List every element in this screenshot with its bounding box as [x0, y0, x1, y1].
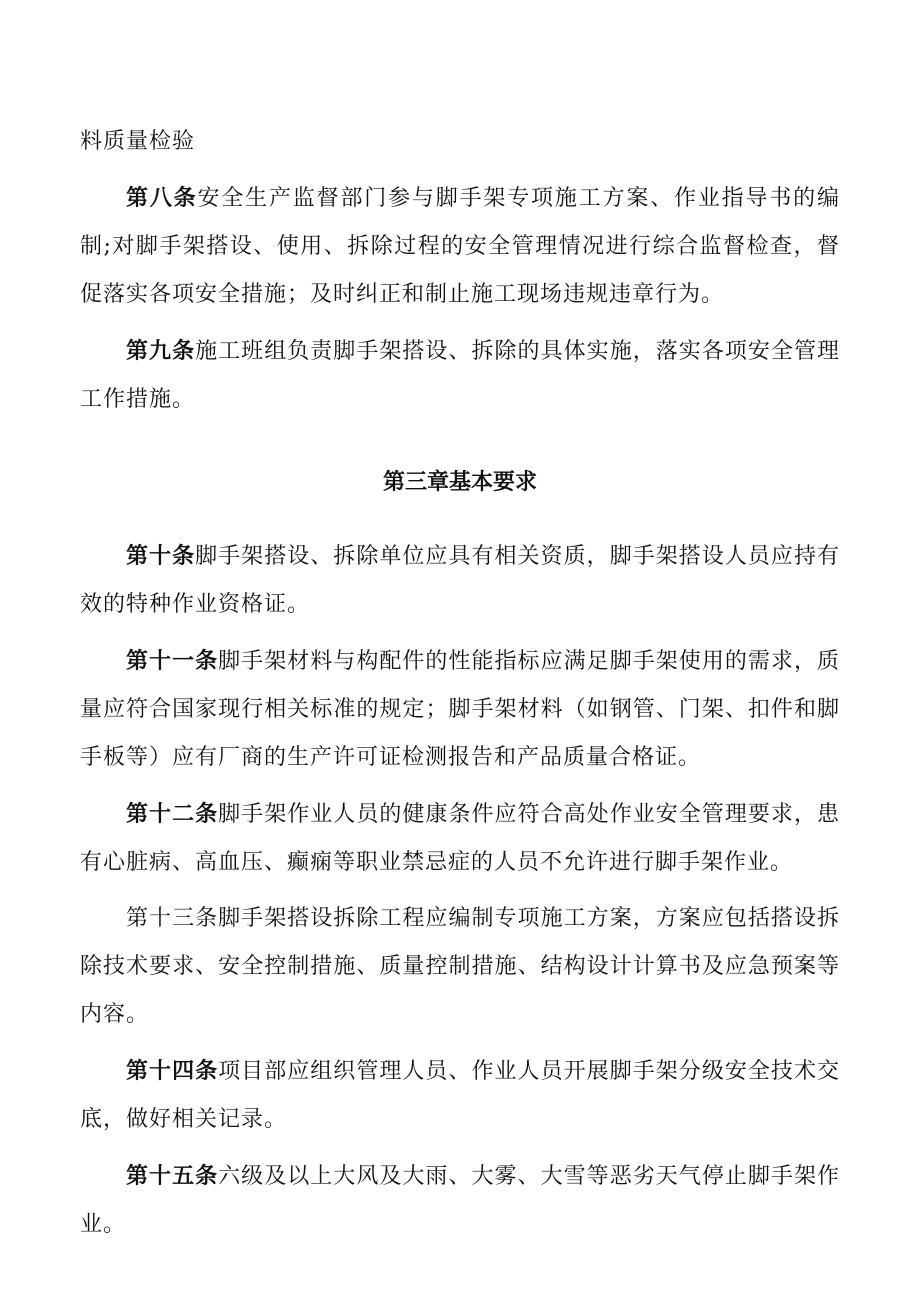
- article-12: [80, 790, 840, 887]
- article-11: [80, 637, 840, 782]
- article-13: [80, 895, 840, 1039]
- article-text: 脚手架搭设拆除工程应编制专项施工方案，方案应包括搭设拆除技术要求、安全控制措施、质量控制措施、结构设计计算书及应急预案等内容。: [80, 906, 840, 1027]
- article-number: 第十三条: [126, 906, 219, 931]
- article-text: 施工班组负责脚手架搭设、拆除的具体实施，落实各项安全管理工作措施。: [80, 339, 840, 412]
- article-14: [80, 1047, 840, 1144]
- article-number: 第八条: [126, 185, 198, 211]
- article-text: 脚手架作业人员的健康条件应符合高处作业安全管理要求，患有心脏病、高血压、癫痫等职业禁忌症的人员不允许进行脚手架作业。: [80, 802, 840, 875]
- continuation-paragraph: 料质量检验: [80, 129, 196, 154]
- article-text: 项目部应组织管理人员、作业人员开展脚手架分级安全技术交底，做好相关记录。: [80, 1059, 840, 1132]
- article-text: 脚手架材料与构配件的性能指标应满足脚手架使用的需求，质量应符合国家现行相关标准的规定；脚手架材料（如钢管、门架、扣件和脚手板等）应有厂商的生产许可证检测报告和产品质量合格证。: [80, 649, 840, 770]
- article-number: 第十二条: [126, 801, 219, 827]
- article-8: [80, 174, 840, 319]
- article-15: [80, 1152, 840, 1249]
- article-number: 第十五条: [126, 1163, 219, 1189]
- article-text: 安全生产监督部门参与脚手架专项施工方案、作业指导书的编制;对脚手架搭设、使用、拆除过程的安全管理情况进行综合监督检查，督促落实各项安全措施；及时纠正和制止施工现场违规违章行为。: [80, 186, 840, 307]
- document-page: [80, 118, 840, 1249]
- article-number: 第十条: [126, 543, 196, 569]
- article-number: 第九条: [126, 338, 196, 364]
- article-number: 第十一条: [126, 648, 219, 674]
- chapter-title: 第三章基本要求: [382, 469, 537, 495]
- article-number: 第十四条: [126, 1058, 219, 1084]
- article-text: 六级及以上大风及大雨、大雾、大雪等恶劣天气停止脚手架作业。: [80, 1164, 840, 1237]
- article-10: [80, 532, 840, 629]
- article-text: 脚手架搭设、拆除单位应具有相关资质，脚手架搭设人员应持有效的特种作业资格证。: [80, 544, 840, 617]
- article-9: [80, 327, 840, 424]
